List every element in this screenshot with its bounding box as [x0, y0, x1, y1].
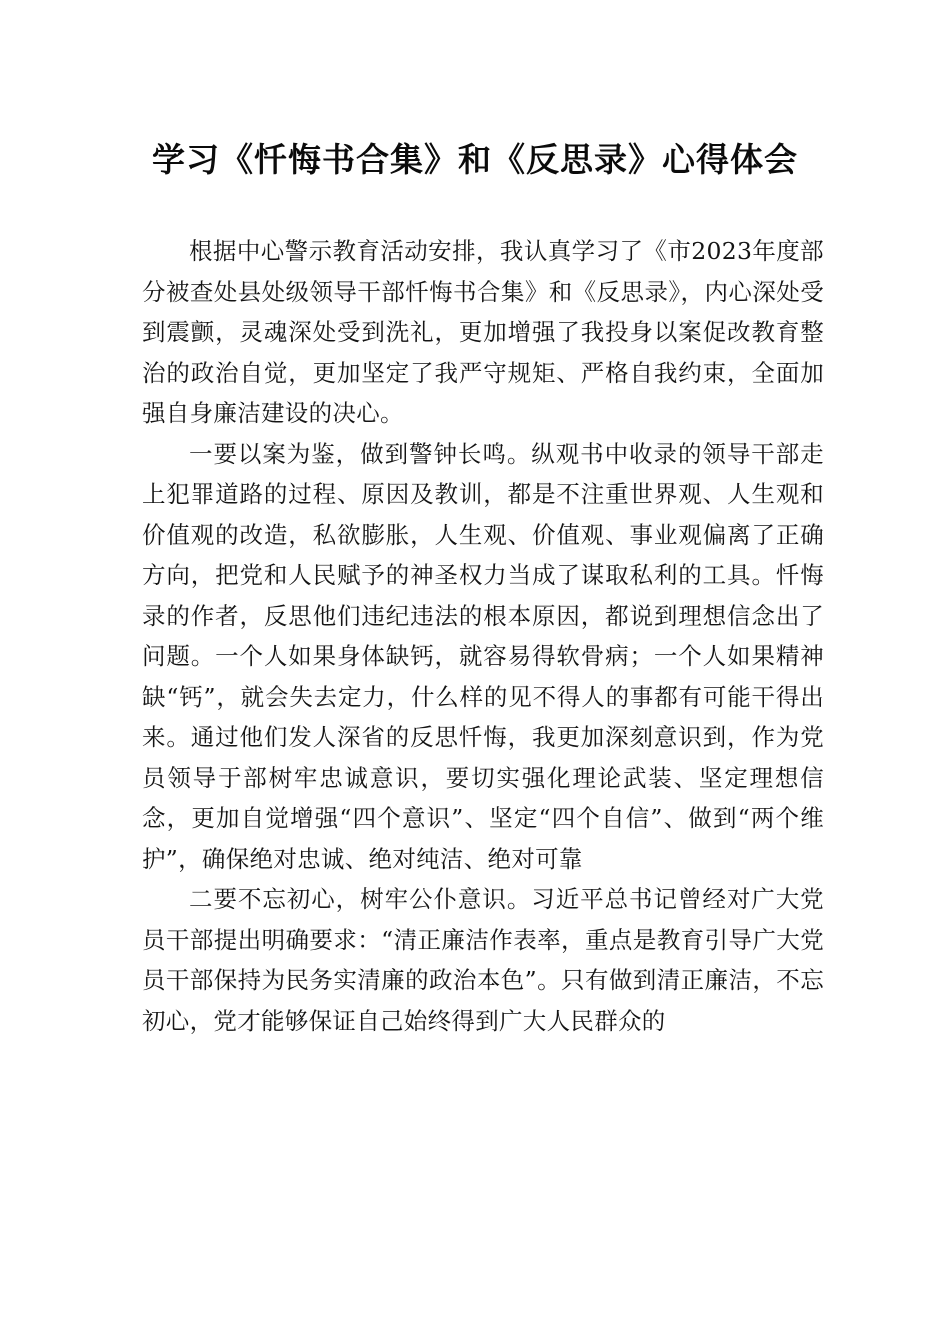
document-body [142, 231, 824, 1041]
document-title: 学习《忏悔书合集》和《反思录》心得体会 [152, 140, 798, 179]
paragraph-point-two: 二要不忘初心，树牢公仆意识。习近平总书记曾经对广大党员干部提出明确要求：“清正廉洁作表率，重点是教育引导广大党员干部保持为民务实清廉的政治本色”。只有做到清正廉洁，不忘初心，党才能够保证自己始终得到广大人民群众的 [142, 885, 824, 1035]
paragraph-point-one: 一要以案为鉴，做到警钟长鸣。纵观书中收录的领导干部走上犯罪道路的过程、原因及教训，都是不注重世界观、人生观和价值观的改造，私欲膨胀，人生观、价值观、事业观偏离了正确方向，把党和人民赋予的神圣权力当成了谋取私利的工具。忏悔录的作者，反思他们违纪违法的根本原因，都说到理想信念出了问题。一个人如果身体缺钙，就容易得软骨病；一个人如果精神缺“钙”，就会失去定力，什么样的见不得人的事都有可能干得出来。通过他们发人深省的反思忏悔，我更加深刻意识到，作为党员领导于部树牢忠诚意识，要切实强化理论武装、坚定理想信念，更加自觉增强“四个意识”、坚定“四个自信”、做到“两个维护”，确保绝对忠诚、绝对纯洁、绝对可靠 [142, 439, 824, 873]
paragraph-intro: 根据中心警示教育活动安排，我认真学习了《市2023年度部分被查处县处级领导干部忏悔书合集》和《反思录》，内心深处受到震颤，灵魂深处受到洗礼，更加增强了我投身以案促改教育整治的政治自觉，更加坚定了我严守规矩、严格自我约束，全面加强自身廉洁建设的决心。 [142, 237, 824, 427]
